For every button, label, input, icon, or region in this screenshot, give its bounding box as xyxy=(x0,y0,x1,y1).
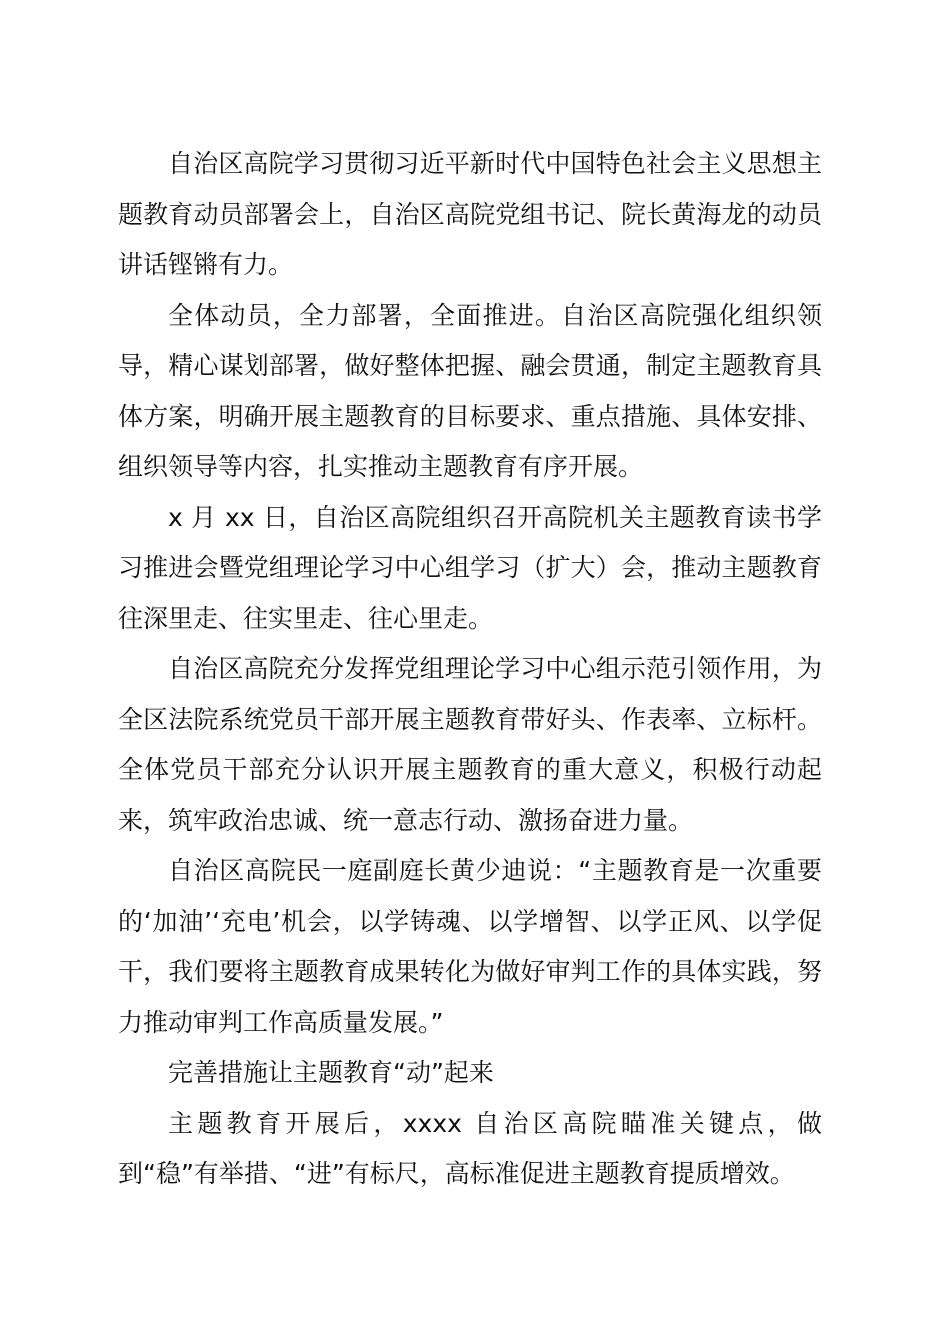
document-body xyxy=(118,139,822,1200)
section-heading: 完善措施让主题教育“动”起来 xyxy=(168,1058,494,1087)
paragraph-mobilization-meeting: 自治区高院学习贯彻习近平新时代中国特色社会主义思想主题教育动员部署会上，自治区高院党组书记、院长黄海龙的动员讲话铿锵有力。 xyxy=(118,149,822,279)
paragraph-reading-meeting: x 月 xx 日，自治区高院组织召开高院机关主题教育读书学习推进会暨党组理论学习中心组学习（扩大）会，推动主题教育往深里走、往实里走、往心里走。 xyxy=(118,502,822,633)
paragraph-measures: 主题教育开展后，xxxx 自治区高院瞄准关键点，做到“稳”有举措、“进”有标尺，高标准促进主题教育提质增效。 xyxy=(118,1108,822,1188)
paragraph-full-deployment: 全体动员，全力部署，全面推进。自治区高院强化组织领导，精心谋划部署，做好整体把握、融会贯通，制定主题教育具体方案，明确开展主题教育的目标要求、重点措施、具体安排、组织领导等内容，扎实推动主题教育有序开展。 xyxy=(118,300,822,481)
paragraph-quote: 自治区高院民一庭副庭长黄少迪说：“主题教育是一次重要的‘加油’‘充电’机会，以学铸魂、以学增智、以学正风、以学促干，我们要将主题教育成果转化为做好审判工作的具体实践，努力推动审判工作高质量发展。” xyxy=(118,856,822,1037)
paragraph-demonstration-role: 自治区高院充分发挥党组理论学习中心组示范引领作用，为全区法院系统党员干部开展主题教育带好头、作表率、立标杆。全体党员干部充分认识开展主题教育的重大意义，积极行动起来，筑牢政治忠诚、统一意志行动、激扬奋进力量。 xyxy=(118,654,822,835)
